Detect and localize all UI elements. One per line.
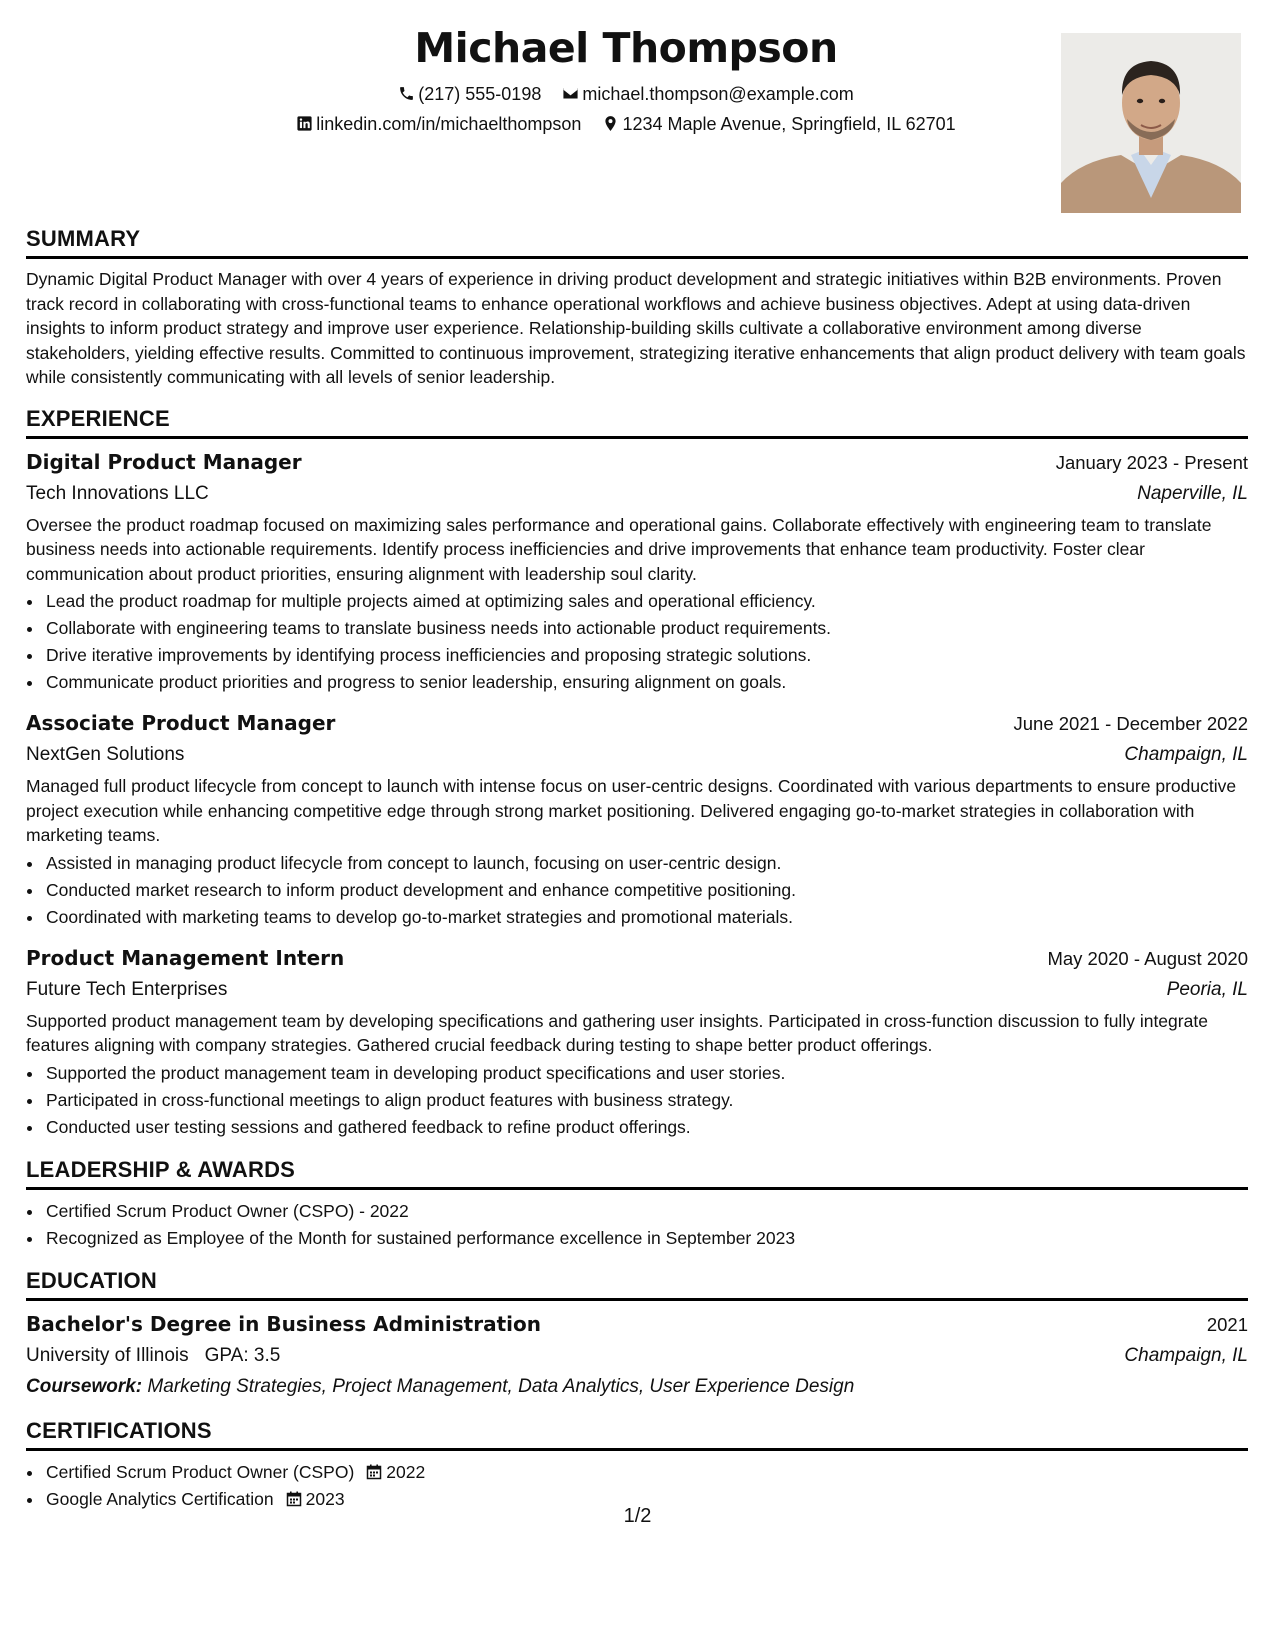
profile-photo — [1061, 33, 1241, 213]
job-location: Naperville, IL — [1137, 482, 1248, 504]
list-item: • Coordinated with marketing teams to develop go-to-market strategies and promotional materials. — [44, 904, 1248, 931]
certifications-heading: CERTIFICATIONS — [26, 1416, 1248, 1451]
job-location: Champaign, IL — [1124, 744, 1248, 765]
job-entry — [26, 943, 1248, 1141]
envelope-icon — [562, 85, 579, 102]
job-title: Digital Product Manager — [26, 449, 302, 474]
education-heading: EDUCATION — [26, 1266, 1248, 1301]
school-name: University of Illinois — [26, 1344, 189, 1366]
coursework-list: Marketing Strategies, Project Management, Data Analytics, User Experience Design — [147, 1375, 855, 1397]
email-text: michael.thompson@example.com — [582, 84, 854, 104]
certification-name: Google Analytics Certification — [46, 1488, 274, 1509]
coursework — [26, 1371, 1248, 1402]
graduation-year: 2021 — [1206, 1313, 1248, 1335]
list-item: • Conducted market research to inform product development and enhance competitive positioning. — [44, 877, 1248, 904]
degree-row — [26, 1309, 1248, 1340]
map-pin-icon — [602, 115, 619, 132]
gpa: GPA: 3.5 — [204, 1344, 281, 1366]
contact-address — [602, 114, 955, 134]
resume-header — [26, 18, 1226, 138]
certification-name: Certified Scrum Product Owner (CSPO) — [46, 1461, 355, 1482]
leadership-list — [26, 1198, 1248, 1252]
job-description: Oversee the product roadmap focused on maximizing sales performance and operational gains. Collaborate effectively with engineering team to translate business needs into actionable requirements. Identify process inefficiencies and drive improvements that enhance team productivity. Foster clear communication about product priorities, ensuring alignment with leadership soul clarity. — [26, 514, 1212, 584]
leadership-section — [26, 1155, 1248, 1252]
contact-email[interactable] — [562, 84, 853, 104]
list-item: • Collaborate with engineering teams to translate business needs into actionable product requirements. — [44, 615, 1248, 642]
calendar-icon — [366, 1464, 382, 1480]
job-dates: January 2023 - Present — [1055, 451, 1248, 473]
address-text: 1234 Maple Avenue, Springfield, IL 62701 — [622, 114, 956, 134]
job-title-row — [26, 447, 1248, 478]
list-item: • Supported the product management team in developing product specifications and user stories. — [44, 1060, 1248, 1087]
phone-text: (217) 555-0198 — [418, 84, 542, 104]
coursework-label: Coursework: — [26, 1375, 143, 1397]
list-item: • Lead the product roadmap for multiple projects aimed at optimizing sales and operational efficiency. — [44, 588, 1248, 615]
job-title-row — [26, 708, 1248, 739]
phone-icon — [398, 85, 415, 102]
summary-text: Dynamic Digital Product Manager with over 4 years of experience in driving product development and strategic initiatives within B2B environments. Proven track record in collaborating with cross-functional teams to enhance operational workflows and achieve business objectives. Adept at using data-driven insights to inform product strategy and improve user experience. Relationship-building skills cultivate a collaborative environment among diverse stakeholders, yielding effective results. Committed to continuous improvement, strategizing iterative enhancements that align product delivery with team goals while consistently communicating with all levels of senior leadership. — [26, 269, 1246, 387]
linkedin-icon — [296, 115, 313, 132]
list-item: • Participated in cross-functional meetings to align product features with business strategy. — [44, 1087, 1248, 1114]
job-bullets — [26, 1060, 1248, 1141]
list-item: • Communicate product priorities and progress to senior leadership, ensuring alignment on goals. — [44, 669, 1248, 696]
job-company: NextGen Solutions — [26, 744, 185, 765]
list-item: • Drive iterative improvements by identifying process inefficiencies and proposing strategic solutions. — [44, 642, 1248, 669]
job-entry — [26, 708, 1248, 931]
summary-section — [26, 224, 1248, 390]
degree-title: Bachelor's Degree in Business Administration — [26, 1311, 541, 1336]
contact-linkedin[interactable] — [296, 114, 586, 134]
school-info — [26, 1340, 280, 1371]
job-title-row — [26, 943, 1248, 974]
job-bullets — [26, 850, 1248, 931]
candidate-name: Michael Thompson — [414, 24, 838, 72]
list-item: • Certified Scrum Product Owner (CSPO) - 2022 — [44, 1198, 1248, 1225]
job-description: Supported product management team by developing specifications and gathering user insights. Participated in cross-function discussion to fully integrate features aligning with company strategies. Gathered crucial feedback during testing to shape better product offerings. — [26, 1010, 1208, 1055]
summary-heading: SUMMARY — [26, 224, 1248, 259]
job-title: Product Management Intern — [26, 945, 345, 970]
job-entry — [26, 447, 1248, 697]
job-dates: May 2020 - August 2020 — [1047, 947, 1248, 969]
certification-year: 2023 — [305, 1488, 345, 1509]
school-row — [26, 1340, 1248, 1371]
profile-photo-image — [1061, 33, 1241, 213]
job-company-row — [26, 478, 1248, 509]
job-company: Future Tech Enterprises — [26, 978, 228, 1000]
list-item: • Conducted user testing sessions and gathered feedback to refine product offerings. — [44, 1114, 1248, 1141]
leadership-heading: LEADERSHIP & AWARDS — [26, 1155, 1248, 1190]
list-item: • Assisted in managing product lifecycle from concept to launch, focusing on user-centric design. — [44, 850, 1248, 877]
education-section — [26, 1266, 1248, 1402]
job-dates: June 2021 - December 2022 — [1013, 713, 1248, 734]
list-item: • Recognized as Employee of the Month for sustained performance excellence in September 2023 — [44, 1225, 1248, 1252]
experience-heading: EXPERIENCE — [26, 404, 1248, 439]
contact-line-2 — [26, 110, 1226, 138]
job-company-row — [26, 974, 1248, 1005]
certification-year: 2022 — [386, 1461, 426, 1482]
contact-phone[interactable] — [398, 84, 546, 104]
list-item — [44, 1459, 1248, 1486]
experience-section — [26, 404, 1248, 1141]
job-location: Peoria, IL — [1166, 978, 1248, 1000]
job-title: Associate Product Manager — [26, 711, 336, 735]
school-location: Champaign, IL — [1124, 1344, 1248, 1366]
contact-line-1 — [26, 80, 1226, 108]
job-company-row — [26, 739, 1248, 770]
job-description: Managed full product lifecycle from concept to launch with intense focus on user-centric designs. Coordinated with various departments to ensure productive project execution while enhancing competitive edge through strong market positioning. Delivered engaging go-to-market strategies in collaboration with marketing teams. — [26, 776, 1237, 845]
certifications-section — [26, 1416, 1248, 1513]
job-company: Tech Innovations LLC — [26, 482, 209, 504]
resume-body — [26, 224, 1248, 1527]
page-number: 1/2 — [623, 1505, 652, 1527]
job-bullets — [26, 588, 1248, 696]
linkedin-text: linkedin.com/in/michaelthompson — [316, 114, 582, 134]
